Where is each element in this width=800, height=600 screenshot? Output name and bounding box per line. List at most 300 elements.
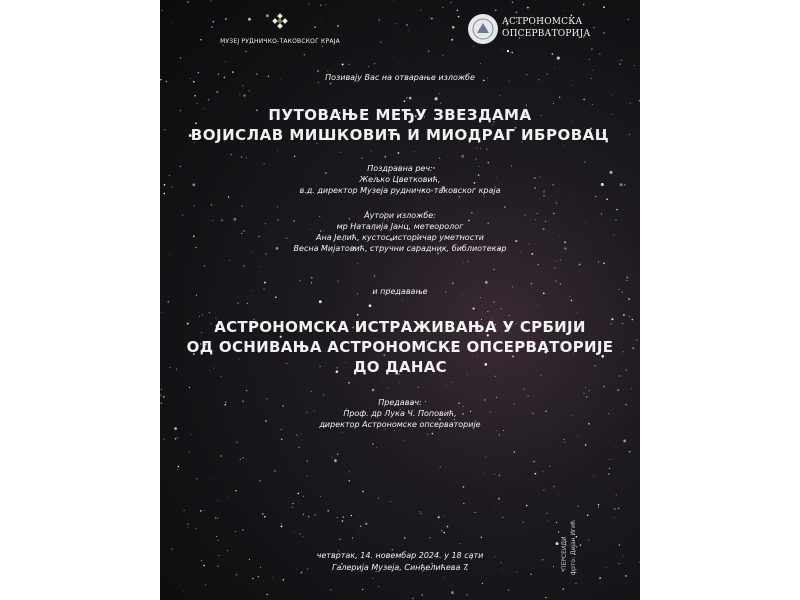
star [200, 510, 202, 512]
star [299, 533, 300, 534]
star [441, 530, 443, 532]
star [188, 527, 189, 528]
star [463, 503, 465, 505]
star [593, 476, 594, 477]
star [557, 57, 560, 60]
welcome-label: Поздравна реч: [367, 164, 433, 173]
star [476, 147, 477, 148]
star [468, 261, 469, 262]
star [430, 537, 431, 538]
star [202, 314, 203, 315]
museum-emblem-icon [268, 12, 292, 36]
star [475, 159, 476, 160]
star [362, 589, 363, 590]
star [560, 283, 561, 284]
star [327, 510, 329, 512]
star [225, 61, 226, 62]
star [297, 493, 299, 495]
star [420, 513, 421, 514]
star [614, 508, 615, 509]
star [548, 520, 549, 521]
star [398, 152, 400, 154]
star [512, 2, 513, 3]
star [163, 439, 164, 440]
star [435, 97, 438, 100]
exhibition-title-line1: ПУТОВАЊЕ МЕЂУ ЗВЕЗДАМА [268, 106, 532, 124]
star [530, 574, 531, 575]
star [559, 97, 560, 98]
star [598, 261, 599, 262]
star [236, 442, 237, 443]
star [399, 382, 400, 383]
star [277, 150, 278, 151]
star [603, 262, 605, 264]
star [480, 297, 481, 298]
star [308, 516, 310, 518]
star [583, 4, 585, 6]
star [189, 387, 190, 388]
star [552, 53, 554, 55]
author-item: Весна Мијатовић, стручни сарадник, библиотекар [293, 244, 507, 253]
star [639, 100, 640, 101]
star [562, 588, 564, 590]
star [617, 390, 618, 391]
star [308, 3, 310, 5]
star [442, 55, 443, 56]
star [378, 498, 379, 499]
star [237, 303, 238, 304]
star [243, 265, 245, 267]
star [357, 314, 359, 316]
star [323, 395, 324, 396]
star [334, 459, 337, 462]
star [585, 387, 586, 388]
star [203, 510, 204, 511]
star [451, 591, 454, 594]
star [211, 204, 213, 206]
star [538, 305, 539, 306]
star [266, 594, 267, 595]
invitation-line: Позивају Вас на отварање изложбе [325, 73, 475, 82]
star [447, 527, 448, 528]
star [508, 590, 509, 591]
star [194, 95, 196, 97]
star [240, 459, 241, 460]
star [537, 264, 538, 265]
star [209, 312, 211, 314]
star [247, 303, 248, 304]
star [374, 276, 375, 277]
star [457, 10, 459, 12]
star [420, 10, 421, 11]
star [307, 460, 308, 461]
and-lecture-line: и предавање [372, 287, 428, 296]
star [558, 493, 559, 494]
star [555, 261, 556, 262]
star [358, 534, 359, 535]
design-credit: ПЕРСЕИДИ [561, 536, 568, 570]
star [623, 440, 626, 443]
star [446, 385, 447, 386]
star [621, 60, 622, 61]
star [611, 94, 612, 95]
star [603, 6, 605, 8]
star [553, 486, 555, 488]
star [343, 516, 345, 518]
star [220, 455, 221, 456]
star [337, 517, 338, 518]
star [371, 150, 372, 151]
star [183, 510, 184, 511]
star [402, 299, 403, 300]
star [493, 301, 495, 303]
star [175, 438, 177, 440]
star [311, 391, 312, 392]
star [161, 389, 162, 390]
star [414, 151, 415, 152]
star [458, 196, 459, 197]
star [183, 591, 184, 592]
star [619, 544, 620, 545]
star [331, 254, 332, 255]
authors-label: Аутори изложбе: [364, 211, 436, 220]
star [196, 478, 198, 480]
star [439, 93, 440, 94]
star [239, 94, 240, 95]
star [404, 440, 405, 441]
star [499, 95, 500, 96]
star [319, 300, 322, 303]
star [404, 100, 406, 102]
star [608, 473, 610, 475]
star [180, 57, 182, 59]
star [241, 157, 242, 158]
star [409, 97, 412, 100]
star [578, 506, 579, 507]
star [496, 430, 497, 431]
star [299, 280, 301, 282]
star [498, 498, 500, 500]
star [349, 64, 350, 65]
star [385, 156, 386, 157]
star [216, 536, 217, 537]
star [372, 578, 373, 579]
star [294, 156, 295, 157]
star [259, 266, 260, 267]
star [412, 598, 414, 600]
star [467, 594, 468, 595]
star [320, 5, 321, 6]
star [598, 504, 599, 505]
star [556, 202, 557, 203]
star [422, 594, 423, 595]
star [631, 388, 632, 389]
star [542, 471, 543, 472]
star [419, 511, 420, 512]
star [378, 586, 379, 587]
star [609, 459, 610, 460]
star [451, 1, 452, 2]
star [394, 430, 395, 431]
star [228, 497, 229, 498]
star [619, 63, 621, 65]
star [293, 503, 294, 504]
star [378, 19, 380, 21]
star [592, 70, 593, 71]
star [213, 478, 214, 479]
exhibition-title-line2: ВОЈИСЛАВ МИШКОВИЋ И МИОДРАГ ИБРОВАЦ [190, 126, 610, 144]
star [563, 439, 564, 440]
star [583, 99, 585, 101]
starfield-background [160, 0, 640, 600]
star [187, 523, 188, 524]
welcome-role: в.д. директор Музеја рудничко-таковског краја [299, 186, 501, 195]
star [303, 496, 304, 497]
star [473, 46, 474, 47]
star [504, 206, 505, 207]
star [418, 387, 419, 388]
star [444, 516, 445, 517]
star [549, 466, 550, 467]
star [376, 447, 377, 448]
star [432, 433, 433, 434]
star [494, 473, 495, 474]
star [589, 390, 590, 391]
star [450, 3, 451, 4]
star [296, 435, 297, 436]
star [337, 281, 338, 282]
lecture-title-line1: АСТРОНОМСКА ИСТРАЖИВАЊА У СРБИЈИ [214, 318, 586, 336]
star [503, 430, 504, 431]
star [304, 54, 305, 55]
star [563, 11, 564, 12]
star [485, 457, 486, 458]
star [382, 382, 383, 383]
star [196, 528, 198, 530]
star [431, 18, 432, 19]
star [543, 490, 544, 491]
lecture-title-line2: ОД ОСНИВАЊА АСТРОНОМСКЕ ОПСЕРВАТОРИЈЕ [186, 338, 614, 356]
star [357, 263, 358, 264]
star [259, 480, 260, 481]
star [168, 301, 170, 303]
star [533, 461, 534, 462]
star [495, 508, 496, 509]
star [406, 97, 407, 98]
star [307, 476, 308, 477]
star [358, 516, 359, 517]
star [599, 53, 600, 54]
star [458, 16, 460, 18]
star [178, 466, 179, 467]
star [444, 532, 445, 533]
star [339, 538, 341, 540]
star [281, 523, 282, 524]
star [444, 577, 445, 578]
star [509, 315, 510, 316]
star [555, 280, 556, 281]
star [502, 49, 503, 50]
star [595, 196, 596, 197]
star [463, 486, 465, 488]
observatory-name-line2: ОПСЕРВАТОРИЈА [502, 29, 591, 39]
star [588, 540, 589, 541]
lecturer-label: Предавач: [378, 398, 422, 407]
star [194, 205, 195, 206]
observatory-seal-icon [468, 14, 498, 44]
star [360, 525, 361, 526]
star [348, 382, 349, 383]
star [606, 199, 608, 201]
star [609, 468, 610, 469]
star [546, 513, 547, 514]
star [243, 457, 244, 458]
star [264, 516, 266, 518]
star [480, 148, 481, 149]
star [585, 444, 586, 445]
star [162, 10, 163, 11]
star [485, 281, 488, 284]
star [246, 157, 247, 158]
star [429, 17, 430, 18]
welcome-name: Жељко Цветковић, [359, 175, 441, 184]
star [387, 388, 388, 389]
star [292, 506, 293, 507]
star [591, 48, 593, 50]
star [352, 537, 353, 538]
star [527, 7, 529, 9]
star [242, 206, 243, 207]
star [452, 282, 454, 284]
star [399, 63, 400, 64]
star [584, 393, 585, 394]
star [481, 536, 482, 537]
star [294, 531, 295, 532]
event-datetime: четвртак, 14. новембар 2024. у 18 сати [316, 551, 484, 560]
star [629, 451, 631, 453]
star [502, 517, 503, 518]
star [408, 30, 409, 31]
star [229, 260, 230, 261]
star [396, 23, 397, 24]
star [245, 51, 246, 52]
star [451, 39, 453, 41]
star [625, 575, 627, 577]
star [340, 152, 341, 153]
star [614, 517, 615, 518]
star [390, 501, 391, 502]
star [507, 50, 509, 52]
star [208, 99, 210, 101]
star [372, 389, 375, 392]
star [627, 280, 628, 281]
star [198, 312, 199, 313]
star [499, 434, 500, 435]
star [342, 432, 343, 433]
star [487, 311, 488, 312]
star [428, 51, 429, 52]
star [351, 515, 352, 516]
star [439, 158, 440, 159]
star [262, 513, 264, 515]
star [482, 583, 483, 584]
star [535, 473, 537, 475]
star [374, 63, 375, 64]
star [516, 12, 518, 14]
star [210, 0, 212, 2]
star [488, 456, 489, 457]
star [200, 39, 201, 40]
lecture-title-line3: ДО ДАНАС [353, 358, 447, 376]
star [571, 300, 572, 301]
star [451, 382, 452, 383]
star [277, 206, 278, 207]
star [545, 597, 546, 598]
star [486, 148, 487, 149]
star [442, 7, 444, 9]
observatory-logo [468, 14, 618, 44]
star [626, 276, 628, 278]
star [216, 91, 218, 93]
star [499, 475, 500, 476]
author-item: мр Наталија Јанц, метеоролог [336, 222, 464, 231]
star [564, 442, 565, 443]
star [404, 537, 405, 538]
star [480, 63, 481, 64]
star [337, 453, 338, 454]
star [217, 517, 219, 519]
observatory-name-line1: АСТРОНОМСКА [502, 17, 583, 27]
star [616, 494, 617, 495]
star [243, 94, 245, 96]
star [242, 85, 243, 86]
star [204, 265, 205, 266]
star [522, 546, 523, 547]
star [332, 457, 333, 458]
star [187, 1, 188, 2]
star [349, 480, 350, 481]
star [534, 461, 535, 462]
star [526, 505, 527, 506]
star [531, 283, 533, 285]
star [252, 578, 253, 579]
star [406, 24, 408, 26]
star [440, 466, 441, 467]
star [325, 4, 326, 5]
star [618, 508, 619, 509]
star [598, 507, 599, 508]
star [580, 544, 582, 546]
star [560, 259, 561, 260]
star [368, 66, 369, 67]
star [463, 262, 464, 263]
star [189, 451, 190, 452]
star [523, 388, 525, 390]
star [484, 473, 485, 474]
star [342, 63, 344, 65]
star [180, 473, 181, 474]
star [211, 27, 212, 28]
star [427, 434, 428, 435]
star [511, 52, 513, 54]
star [314, 514, 315, 515]
star [161, 312, 162, 313]
star [228, 196, 229, 197]
invitation-poster [160, 0, 640, 600]
star [272, 577, 273, 578]
star [342, 520, 344, 522]
star [577, 436, 578, 437]
